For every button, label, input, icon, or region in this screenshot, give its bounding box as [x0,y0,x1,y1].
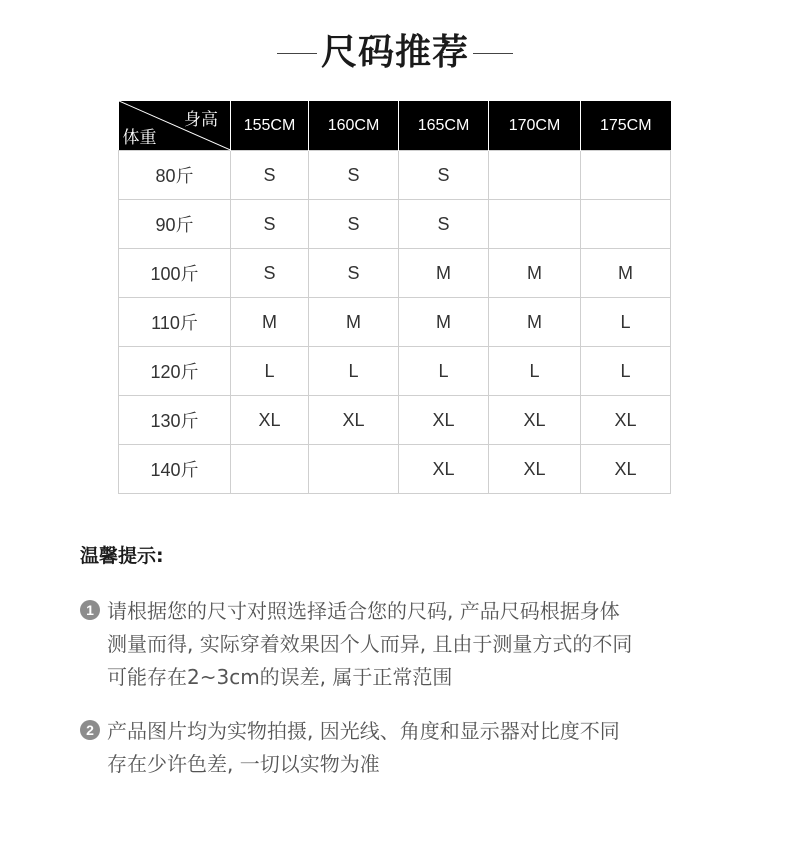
size-cell: XL [581,396,671,445]
table-row [119,151,671,200]
tip-text [107,715,720,781]
table-row [119,445,671,494]
number-badge-icon: 2 [80,720,100,740]
size-cell [489,151,581,200]
weight-header-label: 体重 [122,128,157,147]
size-cell: XL [231,396,309,445]
size-cell: L [489,347,581,396]
weight-cell: 100斤 [119,249,231,298]
table-row [119,396,671,445]
number-badge-icon: 1 [80,600,100,620]
size-cell: M [399,298,489,347]
size-cell [489,200,581,249]
weight-cell: 120斤 [119,347,231,396]
size-cell: XL [489,445,581,494]
size-cell: S [399,200,489,249]
column-header: 175CM [581,101,671,151]
size-cell: M [231,298,309,347]
tip-text [107,595,720,694]
size-cell: XL [399,445,489,494]
size-cell: XL [489,396,581,445]
weight-cell: 130斤 [119,396,231,445]
size-cell: M [309,298,399,347]
size-cell: M [581,249,671,298]
weight-cell: 140斤 [119,445,231,494]
table-row [119,298,671,347]
table-header-row [119,101,671,151]
size-chart-table [118,101,671,494]
size-cell: S [399,151,489,200]
table-row [119,200,671,249]
title-left-line [277,53,317,54]
page-title [0,28,790,78]
size-cell: S [231,151,309,200]
size-cell: S [309,249,399,298]
title-right-line [473,53,513,54]
size-cell: L [309,347,399,396]
size-cell: XL [399,396,489,445]
tip-line: 测量而得, 实际穿着效果因个人而异, 且由于测量方式的不同 [107,632,633,656]
size-cell: L [581,298,671,347]
column-header: 160CM [309,101,399,151]
size-cell: M [489,249,581,298]
size-cell: L [581,347,671,396]
tip-line: 存在少许色差, 一切以实物为准 [107,752,380,776]
tip-line: 可能存在2~3cm的误差, 属于正常范围 [107,665,453,689]
table-row [119,347,671,396]
tip-item [80,595,720,694]
size-cell [231,445,309,494]
weight-cell: 80斤 [119,151,231,200]
size-cell: S [309,200,399,249]
weight-cell: 110斤 [119,298,231,347]
size-cell [581,200,671,249]
size-cell: S [231,249,309,298]
size-cell: S [231,200,309,249]
tip-line: 请根据您的尺寸对照选择适合您的尺码, 产品尺码根据身体 [107,599,620,623]
column-header: 155CM [231,101,309,151]
size-cell: M [489,298,581,347]
height-header-label: 身高 [184,110,218,129]
size-cell: L [231,347,309,396]
tips-heading: 温馨提示: [80,545,164,567]
size-cell: XL [309,396,399,445]
size-cell: L [399,347,489,396]
size-cell [581,151,671,200]
column-header: 165CM [399,101,489,151]
tip-item [80,715,720,781]
column-header: 170CM [489,101,581,151]
table-row [119,249,671,298]
tip-line: 产品图片均为实物拍摄, 因光线、角度和显示器对比度不同 [107,719,620,743]
title-text: 尺码推荐 [320,32,469,73]
size-cell [309,445,399,494]
size-cell: S [309,151,399,200]
table-corner-cell [119,101,231,151]
weight-cell: 90斤 [119,200,231,249]
size-cell: XL [581,445,671,494]
size-cell: M [399,249,489,298]
